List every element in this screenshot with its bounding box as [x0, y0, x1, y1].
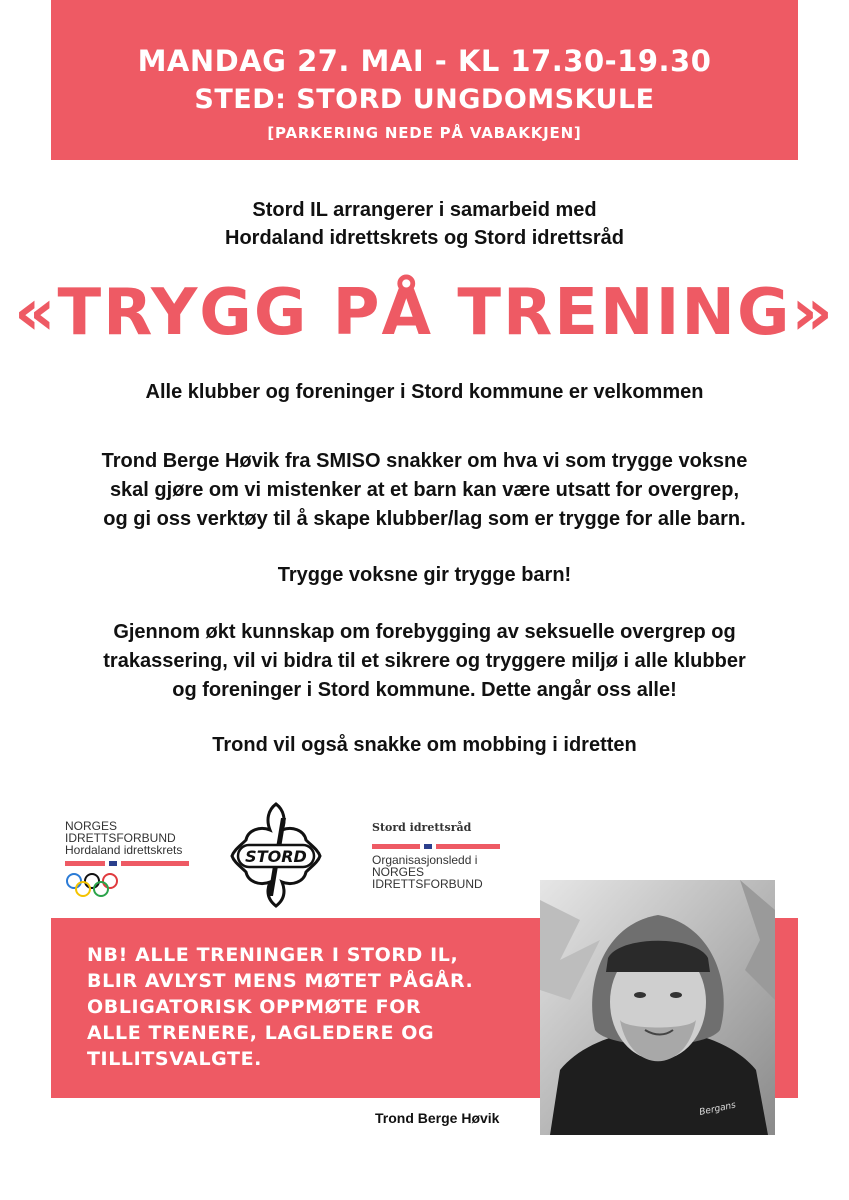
stord-logo-text: STORD [245, 847, 307, 866]
speaker-photo [540, 880, 775, 1135]
speaker-line-3: og gi oss verktøy til å skape klubber/lag som er trygge for alle barn. [103, 508, 746, 530]
stord-idrettsraad-logo [372, 822, 507, 890]
knowledge-line-2: trakassering, vil vi bidra til et sikrere og tryggere miljø i alle klubber [103, 650, 746, 672]
notice-text [87, 942, 527, 1072]
jacket-brand-logo: Bergans [698, 1100, 737, 1118]
notice-line-5: TILLITSVALGTE. [87, 1048, 263, 1070]
welcome-text: Alle klubber og foreninger i Stord kommune er velkommen [145, 381, 704, 403]
speaker-line-2: skal gjøre om vi mistenker at et barn kan være utsatt for overgrep, [109, 479, 740, 501]
norway-flag-stripe-2 [372, 844, 507, 849]
photo-caption: Trond Berge Høvik [375, 1110, 500, 1126]
speaker-line-1: Trond Berge Høvik fra SMISO snakker om hva vi som trygge voksne [101, 450, 748, 472]
event-location: STED: STORD UNGDOMSKULE [194, 84, 655, 115]
notice-line-2: BLIR AVLYST MENS MØTET PÅGÅR. [87, 970, 474, 992]
nif-line-3: Hordaland idrettskrets [65, 843, 183, 857]
intro-line-2: Hordaland idrettskrets og Stord idrettsråd [225, 227, 624, 249]
notice-line-1: NB! ALLE TRENINGER I STORD IL, [87, 944, 459, 966]
nif-hordaland-logo [65, 820, 195, 900]
sir-line-3: IDRETTSFORBUND [372, 877, 483, 891]
parking-info: [PARKERING NEDE PÅ VABAKKJEN] [267, 124, 582, 142]
bullying-text: Trond vil også snakke om mobbing i idretten [212, 734, 637, 756]
intro-line-1: Stord IL arrangerer i samarbeid med [252, 199, 597, 221]
slogan: Trygge voksne gir trygge barn! [277, 564, 572, 586]
notice-line-4: ALLE TRENERE, LAGLEDERE OG [87, 1022, 435, 1044]
header-banner [51, 0, 798, 160]
knowledge-line-3: og foreninger i Stord kommune. Dette angår oss alle! [172, 679, 677, 701]
norway-flag-stripe [65, 861, 195, 866]
sir-line-1: Organisasjonsledd i [372, 853, 478, 867]
sir-line-2: NORGES [372, 865, 425, 879]
stord-il-logo [226, 800, 326, 910]
nif-line-2: IDRETTSFORBUND [65, 831, 176, 845]
knowledge-line-1: Gjennom økt kunnskap om forebygging av seksuelle overgrep og [113, 621, 736, 643]
olympic-rings-icon [65, 872, 121, 898]
event-date-time: MANDAG 27. MAI - KL 17.30-19.30 [137, 44, 712, 78]
notice-line-3: OBLIGATORISK OPPMØTE FOR [87, 996, 422, 1018]
event-title: «TRYGG PÅ TRENING» [14, 276, 835, 350]
knowledge-paragraph [20, 618, 829, 705]
nif-line-1: NORGES [65, 819, 118, 833]
speaker-paragraph [20, 447, 829, 534]
organizer-intro [0, 196, 849, 252]
sir-title: Stord idrettsråd [372, 821, 472, 834]
